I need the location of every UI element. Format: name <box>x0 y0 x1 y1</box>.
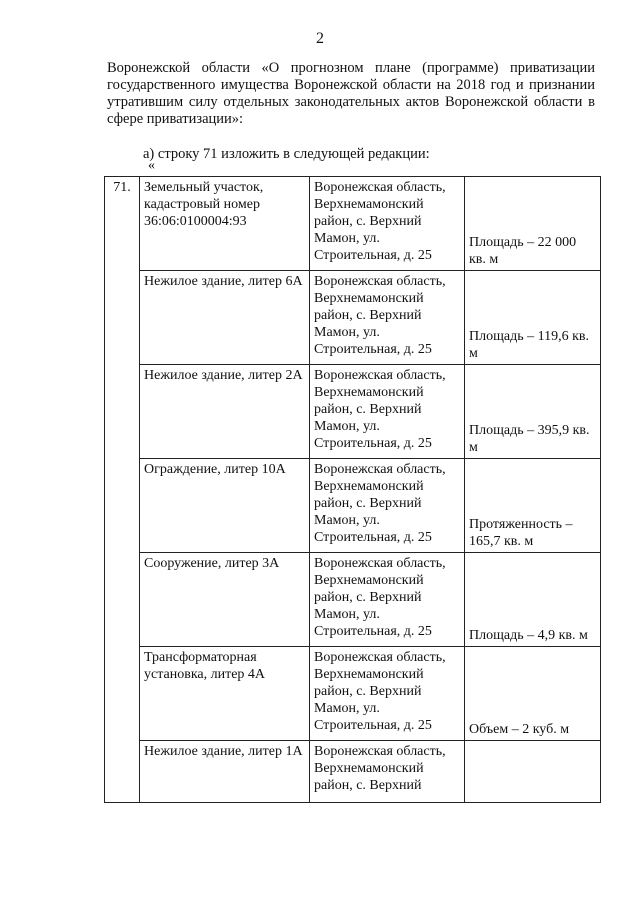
page-number: 2 <box>316 30 324 47</box>
property-measure: Протяженность – 165,7 кв. м <box>465 459 601 553</box>
property-address: Воронежская область, Верхнемамонский район, с. Верхний Мамон, ул. Строительная, д. 25 <box>310 459 465 553</box>
property-address: Воронежская область, Верхнемамонский район, с. Верхний Мамон, ул. Строительная, д. 25 <box>310 365 465 459</box>
property-table <box>104 176 601 803</box>
property-measure: Площадь – 119,6 кв. м <box>465 271 601 365</box>
table-row <box>105 741 601 803</box>
table-row <box>105 365 601 459</box>
intro-paragraph: Воронежской области «О прогнозном плане (программе) приватизации государственного имущества Воронежской области на 2018 год и признании утратившим силу отдельных законодательных актов Воронежской области в сфере приватизации»: <box>107 60 595 127</box>
property-name: Нежилое здание, литер 6А <box>140 271 310 365</box>
table-row <box>105 647 601 741</box>
property-measure: Площадь – 395,9 кв. м <box>465 365 601 459</box>
property-address: Воронежская область, Верхнемамонский район, с. Верхний Мамон, ул. Строительная, д. 25 <box>310 177 465 271</box>
table-row <box>105 459 601 553</box>
opening-quote: « <box>148 158 155 173</box>
property-name: Земельный участок, кадастровый номер 36:06:0100004:93 <box>140 177 310 271</box>
property-name: Нежилое здание, литер 2А <box>140 365 310 459</box>
property-address: Воронежская область, Верхнемамонский район, с. Верхний Мамон, ул. Строительная, д. 25 <box>310 553 465 647</box>
property-name: Нежилое здание, литер 1А <box>140 741 310 803</box>
property-address: Воронежская область, Верхнемамонский район, с. Верхний <box>310 741 465 803</box>
table-row <box>105 271 601 365</box>
property-name: Трансформаторная установка, литер 4А <box>140 647 310 741</box>
row-number: 71. <box>105 177 140 803</box>
property-measure <box>465 741 601 803</box>
table-row <box>105 177 601 271</box>
table-row <box>105 553 601 647</box>
property-address: Воронежская область, Верхнемамонский район, с. Верхний Мамон, ул. Строительная, д. 25 <box>310 271 465 365</box>
property-name: Сооружение, литер 3А <box>140 553 310 647</box>
property-measure: Объем – 2 куб. м <box>465 647 601 741</box>
amendment-instruction: а) строку 71 изложить в следующей редакции: <box>143 146 430 162</box>
property-measure: Площадь – 22 000 кв. м <box>465 177 601 271</box>
property-measure: Площадь – 4,9 кв. м <box>465 553 601 647</box>
property-address: Воронежская область, Верхнемамонский район, с. Верхний Мамон, ул. Строительная, д. 25 <box>310 647 465 741</box>
property-name: Ограждение, литер 10А <box>140 459 310 553</box>
